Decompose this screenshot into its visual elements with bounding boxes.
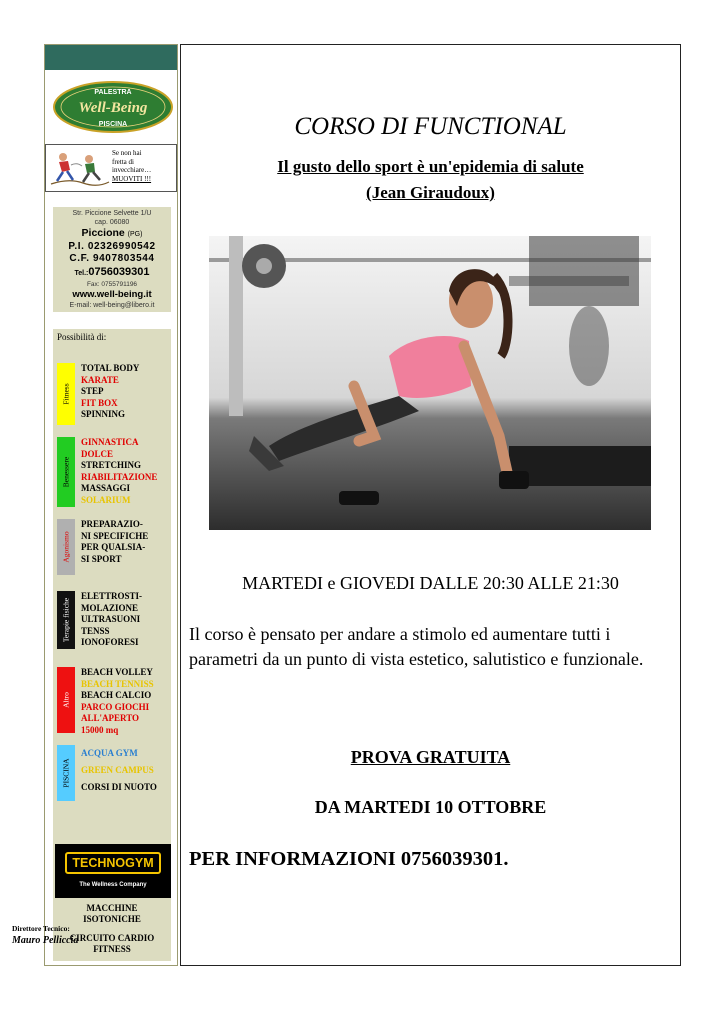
sidebar-top-bar [45,45,177,70]
tab-terapie-fisiche: Terapie fisiche [57,591,75,649]
info-phone: PER INFORMAZIONI 0756039301. [189,848,509,870]
service-list-altro: BEACH VOLLEY BEACH TENNISS BEACH CALCIO PARCO GIOCHI ALL'APERTO 15000 mq [81,667,154,735]
circuit-text: CIRCUITO CARDIO FITNESS [69,933,155,954]
main-panel [180,44,681,966]
postal-code: cap. 06080 [94,219,130,226]
address: Str. Piccione Selvette 1/U [72,210,152,217]
city: Piccione (PG) [81,227,143,239]
fax: Fax: 0755791196 [86,281,138,288]
motto-text: Se non hai fretta di invecchiare… MUOVITI !!! [112,149,176,183]
joggers-illustration-icon [49,148,111,188]
email-link[interactable]: E-mail: well-being@libero.it [69,302,155,309]
service-list-agonismo: PREPARAZIO- NI SPECIFICHE PER QUALSIA- SI SPORT [81,519,149,564]
director-label: Direttore Tecnico: [12,924,70,933]
course-description: Il corso è pensato per andare a stimolo ed aumentare tutti i parametri da un punto di vista estetico, salutistico e funzionale. [189,624,644,669]
tab-altro: Altro [57,667,75,733]
motto-box [45,144,177,192]
motto-cta: MUOVITI !!! [112,174,152,183]
technogym-tagline: The Wellness Company [79,882,147,888]
vat-number: P.I. 02326990542 [68,241,156,252]
workout-photo [209,236,651,530]
sidebar [44,44,178,966]
quote-line-1: Il gusto dello sport è un'epidemia di salute [277,157,584,176]
svg-text:PISCINA: PISCINA [98,121,128,128]
tab-fitness: Fitness [57,363,75,425]
tax-code: C.F. 9407803544 [69,253,155,264]
director-name: Mauro Pelliccia [12,935,79,946]
free-trial-heading: PROVA GRATUITA [350,747,511,767]
svg-text:Well-Being: Well-Being [78,100,148,116]
service-list-benessere: GINNASTICA DOLCE STRETCHING RIABILITAZIONE MASSAGGI SOLARIUM [81,437,158,505]
service-list-piscina: ACQUA GYM GREEN CAMPUS CORSI DI NUOTO [81,748,157,792]
well-being-logo [53,81,173,133]
tab-piscina: PISCINA [57,745,75,801]
schedule-text: MARTEDI e GIOVEDI DALLE 20:30 ALLE 21:30 [242,573,619,593]
service-list-terapie: ELETTROSTI- MOLAZIONE ULTRASUONI TENSS IONOFORESI [81,591,143,648]
contact-block [53,207,171,312]
machines-text: MACCHINE ISOTONICHE [83,903,141,924]
start-date: DA MARTEDI 10 OTTOBRE [314,797,547,817]
services-heading: Possibilità di: [57,332,107,342]
technogym-logo [55,844,171,898]
course-title: CORSO DI FUNCTIONAL [294,113,567,140]
tab-agonismo: Agonismo [57,519,75,575]
website-link[interactable]: www.well-being.it [72,289,152,300]
service-list-fitness: TOTAL BODY KARATE STEP FIT BOX SPINNING [81,363,140,420]
tab-benessere: Benessere [57,437,75,507]
phone: Tel.:0756039301 [74,266,150,278]
technogym-brand: TECHNOGYM [65,852,161,874]
svg-text:PALESTRA: PALESTRA [94,89,132,96]
quote-author: (Jean Giraudoux) [366,183,495,202]
